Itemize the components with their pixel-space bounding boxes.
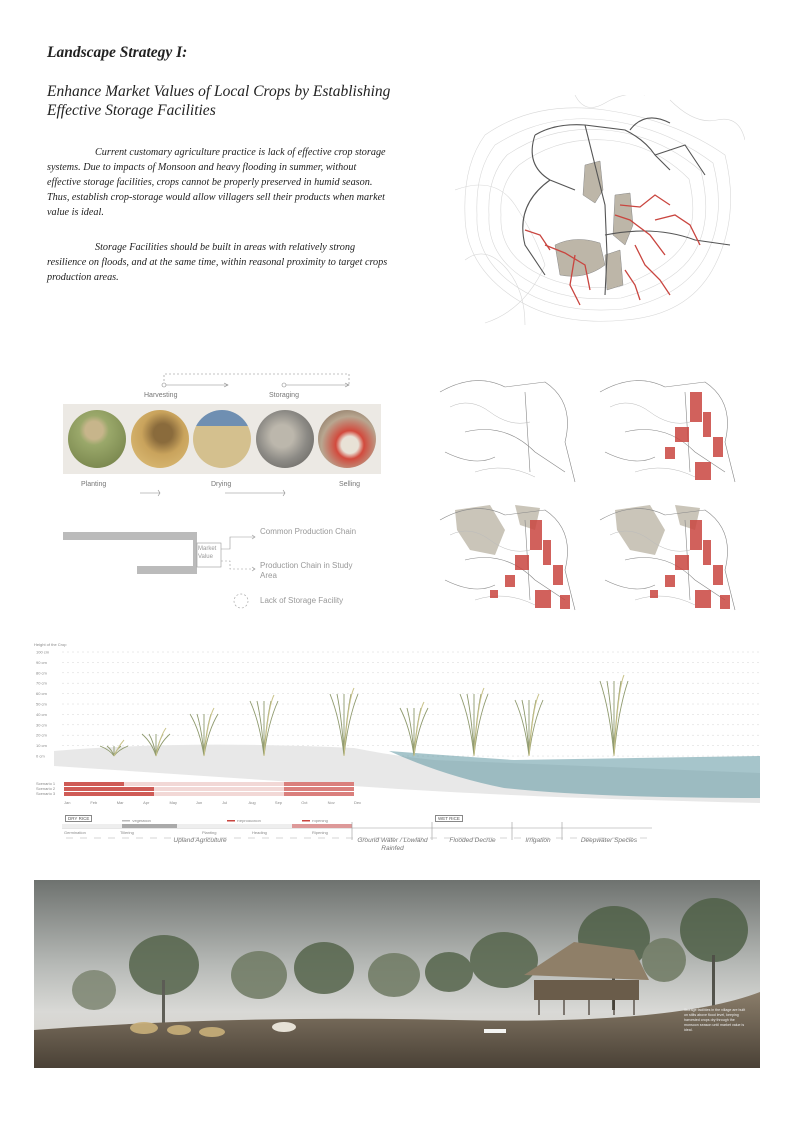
label-selling: Selling [339,481,361,488]
category-flooded: Flooded Decrue [449,837,496,844]
storage-site-patch [560,595,570,609]
height-tick-label: 90 cm [36,659,47,665]
timeline-legend-swatch [302,820,310,822]
label-planting: Planting [81,481,107,488]
drying-photo [193,410,251,468]
stage-label: Germination [64,830,86,835]
storage-site-patch [530,520,542,550]
storage-site-patch [543,540,551,565]
village-rendering [34,880,760,1068]
criteria-paragraph: Storage Facilities should be built in areas with relatively strong resilience on floods, and at the same time, within reasonal proximity to target crops production areas. [47,242,388,283]
dry-rice-label: DRY RICE [65,815,92,822]
timeline-legend-label: Reproduction [237,820,261,823]
market-value-label: Market Value [198,546,217,560]
storage-site-patch [690,520,702,550]
storage-site-patch [665,447,675,459]
wet-rice-label: WET RICE [435,815,463,822]
storage-site-maps [435,372,750,622]
storage-site-patch [665,575,675,587]
height-tick-label: 60 cm [36,691,47,697]
month-label: Dec [354,800,362,805]
label-harvesting: Harvesting [144,392,178,399]
stage-label: Tillering [120,830,134,835]
month-label: Feb [90,800,98,805]
timeline-tillering-band [122,824,177,828]
storage-site-patch [703,412,711,437]
storage-site-patch [675,555,689,570]
month-label: Jun [195,800,203,805]
category-irrigation: Irrigation [525,837,551,844]
storage-site-patch [535,590,551,608]
height-tick-label: 70 cm [36,680,47,686]
storage-site-patch [695,462,711,480]
storaging-photo [256,410,314,468]
month-label: May [169,800,178,805]
scenario-bar-late [284,792,354,796]
planting-photo [68,410,126,468]
height-tick-label: 30 cm [36,722,47,728]
stage-label: Planting [202,830,217,835]
category-upland: Upland Agriculture [173,837,227,844]
storage-gap-circle-icon [232,592,250,610]
month-label: Jul [222,800,228,805]
storage-site-patch [650,590,658,598]
stage-label: Heading [252,830,267,835]
scenario-bar-active [64,792,154,796]
height-tick-label: 50 cm [36,701,47,707]
page-subtitle: Enhance Market Values of Local Crops by Establishing Effective Storage Facilities [47,83,391,119]
legend-lack-storage: Lack of Storage Facility [260,596,344,605]
timeline-legend-swatch [122,820,130,822]
storage-site-patch [690,392,702,422]
month-label: Jan [64,800,71,805]
month-label: Sep [274,800,283,805]
storage-site-patch [720,595,730,609]
label-storaging: Storaging [269,392,299,399]
stage-label: Ripening [312,830,328,835]
storage-site-patch [703,540,711,565]
storage-site-patch [553,565,563,585]
storage-site-patch [675,427,689,442]
timeline-legend-label: Vegetation [132,820,151,823]
storage-site-patch [490,590,498,598]
scenario-label: Scenario 2 [36,786,56,791]
legend-study-area-chain: Production Chain in Study Area [260,561,353,580]
timeline-ripening-band [292,824,352,828]
site-map-panel [440,505,575,610]
month-label: Oct [301,800,308,805]
rice-plant [600,675,628,756]
section-axis-title: Height of the Crop [34,642,67,647]
site-map-panel [440,381,575,482]
height-tick-label: 80 cm [36,670,47,676]
height-tick-label: 0 cm [36,753,45,759]
crop-height-section [34,638,760,818]
category-deepwater: Deepwater Species [580,837,638,844]
height-tick-label: 40 cm [36,711,47,717]
month-label: Aug [248,800,256,805]
production-chain-diagram [60,525,260,585]
scenario-bar-active [64,787,154,791]
legend-common-chain: Common Production Chain [260,527,357,536]
storage-site-patch [713,565,723,585]
month-label: Apr [143,800,150,805]
storage-site-patch [505,575,515,587]
scenario-bar-active [64,782,124,786]
scenario-label: Scenario 1 [36,781,56,786]
storage-site-patch [713,437,723,457]
month-label: Mar [116,800,124,805]
harvesting-photo [131,410,189,468]
month-label: Nov [327,800,335,805]
height-tick-label: 20 cm [36,732,47,738]
timeline-legend-swatch [227,820,235,822]
scenario-bar-late [284,782,354,786]
scenario-label: Scenario 3 [36,791,56,796]
storage-site-patch [515,555,529,570]
site-map-panel [600,505,735,610]
timeline-legend-label: Ripening [312,820,328,823]
selling-photo [318,410,376,468]
category-groundwater: Ground Water / Lowland Rainfed [357,837,428,852]
intro-paragraph: Current customary agriculture practice is lack of effective crop storage systems. Due to impacts of Monsoon and heavy flooding in summer, without effective storage facilities, crops cannot be properly preserved in humid season. Thus, establish crop-storage would allow villagers sell their products when market value is ideal. [47,147,386,218]
storage-site-patch [695,590,711,608]
scenario-bar-late [284,787,354,791]
height-tick-label: 100 cm [36,649,50,655]
label-drying: Drying [211,481,232,488]
site-map [455,95,745,330]
rice-plant [400,702,428,756]
render-caption: Storage facilities in the village are built on stilts above flood level, keeping harvested crops dry through the monsoon season until market value is ideal. [684,1008,746,1032]
site-map-panel [600,381,735,482]
height-tick-label: 10 cm [36,743,47,749]
page-title: Landscape Strategy I: [47,44,188,61]
